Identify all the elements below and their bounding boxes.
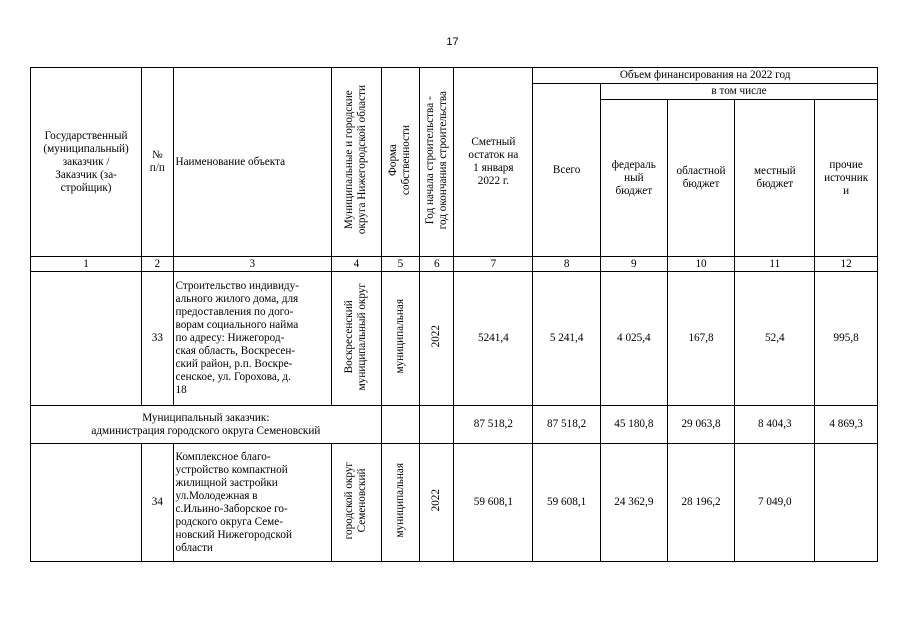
row34-municipality: городской округ Семеновский (343, 461, 369, 540)
row33-year: 2022 (430, 325, 443, 348)
row34-customer (31, 444, 142, 562)
column-number: 2 (142, 257, 173, 272)
row34-federal: 24 362,9 (600, 444, 667, 562)
row33-num: 33 (142, 272, 173, 406)
header-other: прочие источник и (815, 100, 878, 257)
row33-local: 52,4 (735, 272, 815, 406)
column-number: 9 (600, 257, 667, 272)
table-row-34 (31, 444, 878, 562)
header-federal: федераль ный бюджет (600, 100, 667, 257)
funding-table (30, 67, 878, 562)
row34-name: Комплексное благо- устройство компактной жилищной застройки ул.Молодежная в с.Ильино-Заборское го- родского округа Семе- новский Нижегородской области (173, 444, 332, 562)
row33-customer (31, 272, 142, 406)
summary-regional: 29 063,8 (667, 406, 735, 444)
header-regional: областной бюджет (667, 100, 735, 257)
summary-estimate: 87 518,2 (454, 406, 533, 444)
header-years: Год начала строительства - год окончания строительства (423, 90, 449, 230)
row34-estimate: 59 608,1 (454, 444, 533, 562)
row34-year-cell (420, 444, 454, 562)
header-including: в том числе (600, 84, 877, 100)
table-row-33 (31, 272, 878, 406)
header-object-name: Наименование объекта (173, 68, 332, 257)
summary-federal: 45 180,8 (600, 406, 667, 444)
summary-empty (420, 406, 454, 444)
row34-ownership: муниципальная (393, 463, 406, 538)
summary-empty (381, 406, 419, 444)
header-funding-total: Объем финансирования на 2022 год (533, 68, 878, 84)
row33-name: Строительство индивиду- ального жилого дома, для предоставления по дого- ворам социального найма по адресу: Нижегород- ская область, Воскресен- ский район, р.п. Воскре- сенское, ул. Горохова, д. 18 (173, 272, 332, 406)
row34-num: 34 (142, 444, 173, 562)
summary-local: 8 404,3 (735, 406, 815, 444)
column-number: 1 (31, 257, 142, 272)
row33-municipality-cell (332, 272, 382, 406)
row33-federal: 4 025,4 (600, 272, 667, 406)
row33-year-cell (420, 272, 454, 406)
row33-other: 995,8 (815, 272, 878, 406)
row33-estimate: 5241,4 (454, 272, 533, 406)
column-number: 6 (420, 257, 454, 272)
header-ownership-cell (381, 68, 419, 257)
header-customer: Государственный (муниципальный) заказчик / Заказчик (за- стройщик) (31, 68, 142, 257)
column-number: 11 (735, 257, 815, 272)
row33-ownership: муниципальная (393, 299, 406, 374)
header-ownership: Форма собственности (387, 125, 413, 195)
row33-ownership-cell (381, 272, 419, 406)
column-number: 8 (533, 257, 601, 272)
header-years-cell (420, 68, 454, 257)
header-estimate: Сметный остаток на 1 января 2022 г. (454, 68, 533, 257)
header-total: Всего (533, 84, 601, 257)
summary-total: 87 518,2 (533, 406, 601, 444)
header-municipality-cell (332, 68, 382, 257)
column-number: 12 (815, 257, 878, 272)
row34-local: 7 049,0 (735, 444, 815, 562)
row34-other (815, 444, 878, 562)
column-number: 10 (667, 257, 735, 272)
row33-total: 5 241,4 (533, 272, 601, 406)
header-local: местный бюджет (735, 100, 815, 257)
column-number: 3 (173, 257, 332, 272)
column-numbers-row (31, 257, 878, 272)
row33-municipality: Воскресенский муниципальный округ (343, 282, 369, 391)
row34-ownership-cell (381, 444, 419, 562)
header-num: № п/п (142, 68, 173, 257)
row34-year: 2022 (430, 489, 443, 512)
row34-regional: 28 196,2 (667, 444, 735, 562)
column-number: 7 (454, 257, 533, 272)
row34-total: 59 608,1 (533, 444, 601, 562)
page-number: 17 (446, 36, 459, 48)
summary-other: 4 869,3 (815, 406, 878, 444)
row34-municipality-cell (332, 444, 382, 562)
summary-label: Муниципальный заказчик: администрация городского округа Семеновский (31, 406, 382, 444)
column-number: 4 (332, 257, 382, 272)
row33-regional: 167,8 (667, 272, 735, 406)
column-number: 5 (381, 257, 419, 272)
summary-row (31, 406, 878, 444)
header-municipality: Муниципальные и городские округа Нижегородской области (343, 85, 369, 235)
